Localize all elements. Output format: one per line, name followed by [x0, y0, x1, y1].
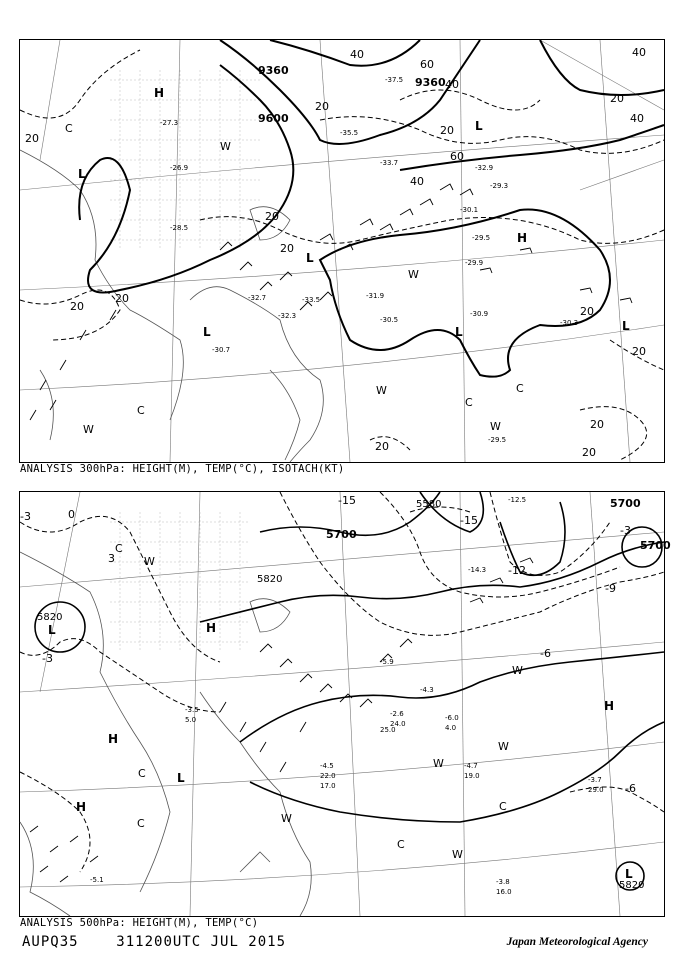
dewpoint-value: 4.0 [445, 724, 457, 732]
map-panel-500hpa [19, 491, 671, 917]
cold-mark: C [397, 838, 405, 851]
temperature-value: -3.5 [185, 706, 199, 714]
temperature-value: -35.5 [340, 129, 359, 137]
isotach-label: 40 [632, 46, 646, 59]
warm-mark: W [83, 423, 94, 436]
isotherm-label: 3 [108, 552, 115, 565]
isotherm-label: -6 [540, 647, 551, 660]
isotach-label: 20 [265, 210, 279, 223]
temperature-value: -14.3 [468, 566, 487, 574]
low-center-marker: L [78, 167, 86, 181]
low-center-marker: L [622, 319, 630, 333]
isotach-label: 20 [610, 92, 624, 105]
warm-mark: W [281, 812, 292, 825]
isotach-label: 40 [630, 112, 644, 125]
temperature-value: -32.7 [248, 294, 267, 302]
isotach-label: 20 [25, 132, 39, 145]
temperature-value: -31.9 [366, 292, 385, 300]
isotach-label: 60 [450, 150, 464, 163]
height-label: 5820 [257, 574, 283, 585]
temperature-value: -6.0 [445, 714, 459, 722]
agency-name: Japan Meteorological Agency [506, 936, 648, 948]
isotherm-label: -6 [625, 782, 636, 795]
warm-mark: W [220, 140, 231, 153]
cold-mark: C [465, 396, 473, 409]
isotherm-label: -15 [338, 494, 356, 507]
dewpoint-value: 19.0 [464, 772, 480, 780]
temperature-value: -4.7 [464, 762, 478, 770]
map-panel-300hpa [19, 39, 665, 463]
cold-mark: C [138, 767, 146, 780]
dewpoint-value: 25.0 [380, 726, 396, 734]
temperature-value: -4.5 [320, 762, 334, 770]
temperature-value: -30.5 [380, 316, 399, 324]
height-label: 5700 [326, 528, 357, 541]
height-label: 9600 [258, 112, 289, 125]
temperature-value: -32.9 [475, 164, 494, 172]
temperature-value: -27.3 [160, 119, 179, 127]
temperature-value: -30.7 [212, 346, 231, 354]
caption-300hpa: ANALYSIS 300hPa: HEIGHT(M), TEMP(°C), ISOTACH(KT) [20, 463, 345, 475]
cold-mark: C [137, 817, 145, 830]
chart-300hpa [20, 40, 664, 462]
chart-500hpa [20, 492, 671, 916]
warm-mark: W [408, 268, 419, 281]
product-code: AUPQ35 [22, 934, 79, 950]
isotherm-label: -12 [508, 564, 526, 577]
temperature-value: -3.8 [496, 878, 510, 886]
high-center-marker: H [206, 621, 217, 635]
temperature-value: -32.3 [278, 312, 297, 320]
isotach-label: 20 [632, 345, 646, 358]
coastline [20, 552, 311, 916]
height-label: 5820 [619, 880, 645, 891]
high-center-marker: H [604, 699, 615, 713]
height-label: 5700 [640, 539, 671, 552]
temperature-value: -3.7 [588, 776, 602, 784]
low-center-marker: L [48, 623, 56, 637]
high-center-marker: H [108, 732, 119, 746]
high-center-marker: H [154, 86, 165, 100]
dewpoint-value: 24.0 [390, 720, 406, 728]
isotherm-label: 0 [68, 508, 75, 521]
isotach-label: 40 [410, 175, 424, 188]
isotherm-label: -3 [20, 510, 31, 523]
warm-mark: W [452, 848, 463, 861]
graticule [20, 40, 664, 462]
low-center-marker: L [475, 119, 483, 133]
cold-mark: C [115, 542, 123, 555]
isotach-label: 20 [582, 446, 596, 459]
isotherm-label: -15 [460, 514, 478, 527]
dewpoint-value: 16.0 [496, 888, 512, 896]
temperature-value: -5.1 [90, 876, 104, 884]
low-center-marker: L [455, 325, 463, 339]
isotherm-label: -9 [605, 582, 616, 595]
isotherm-label: -3 [42, 652, 53, 665]
dewpoint-value: 29.0 [588, 786, 604, 794]
high-center-marker: H [76, 800, 87, 814]
isotach-label: 20 [440, 124, 454, 137]
low-center-marker: L [306, 251, 314, 265]
cold-mark: C [65, 122, 73, 135]
warm-mark: W [490, 420, 501, 433]
temperature-value: -28.5 [170, 224, 189, 232]
temperature-value: -12.5 [508, 496, 527, 504]
isotach-label: 20 [580, 305, 594, 318]
isotach-label: 20 [375, 440, 389, 453]
temperature-value: -29.5 [472, 234, 491, 242]
low-center-marker: L [625, 867, 633, 881]
isotach-label: 20 [315, 100, 329, 113]
temperature-value: -30.9 [470, 310, 489, 318]
warm-mark: W [144, 555, 155, 568]
temperature-value: -5.9 [380, 658, 394, 666]
temperature-value: -26.9 [170, 164, 189, 172]
height-label: 5700 [610, 497, 641, 510]
dewpoint-value: 17.0 [320, 782, 336, 790]
height-label: 9360 [258, 64, 289, 77]
temperature-value: -33.5 [302, 296, 321, 304]
height-label: 5580 [416, 499, 442, 510]
isotach-lines [20, 50, 664, 460]
temperature-value: -29.3 [490, 182, 509, 190]
high-center-marker: H [517, 231, 528, 245]
height-label: 9360 [415, 76, 446, 89]
temperature-value: -30.3 [560, 319, 579, 327]
low-center-marker: L [177, 771, 185, 785]
cold-mark: C [499, 800, 507, 813]
dewpoint-value: 5.0 [185, 716, 197, 724]
valid-time: 311200UTC JUL 2015 [116, 934, 287, 950]
temperature-value: -29.5 [488, 436, 507, 444]
isotach-label: 40 [350, 48, 364, 61]
temperature-value: -29.9 [465, 259, 484, 267]
height-label: 5820 [37, 612, 63, 623]
temperature-value: -37.5 [385, 76, 404, 84]
isotach-label: 20 [280, 242, 294, 255]
isotach-label: 20 [590, 418, 604, 431]
warm-mark: W [512, 664, 523, 677]
cold-mark: C [137, 404, 145, 417]
low-center-marker: L [203, 325, 211, 339]
cold-mark: C [516, 382, 524, 395]
isotach-label: 60 [420, 58, 434, 71]
temperature-value: -2.6 [390, 710, 404, 718]
isotach-label: 40 [445, 78, 459, 91]
warm-mark: W [376, 384, 387, 397]
coastline [20, 150, 323, 462]
temperature-value: -33.7 [380, 159, 399, 167]
isotherm-label: -3 [620, 524, 631, 537]
caption-500hpa: ANALYSIS 500hPa: HEIGHT(M), TEMP(°C) [20, 917, 259, 929]
product-header [22, 934, 286, 950]
temperature-value: -4.3 [420, 686, 434, 694]
dewpoint-value: 22.0 [320, 772, 336, 780]
isotach-label: 20 [70, 300, 84, 313]
warm-mark: W [433, 757, 444, 770]
temperature-value: -30.1 [460, 206, 479, 214]
warm-mark: W [498, 740, 509, 753]
grid-hatching [110, 70, 260, 250]
isotach-label: 20 [115, 292, 129, 305]
